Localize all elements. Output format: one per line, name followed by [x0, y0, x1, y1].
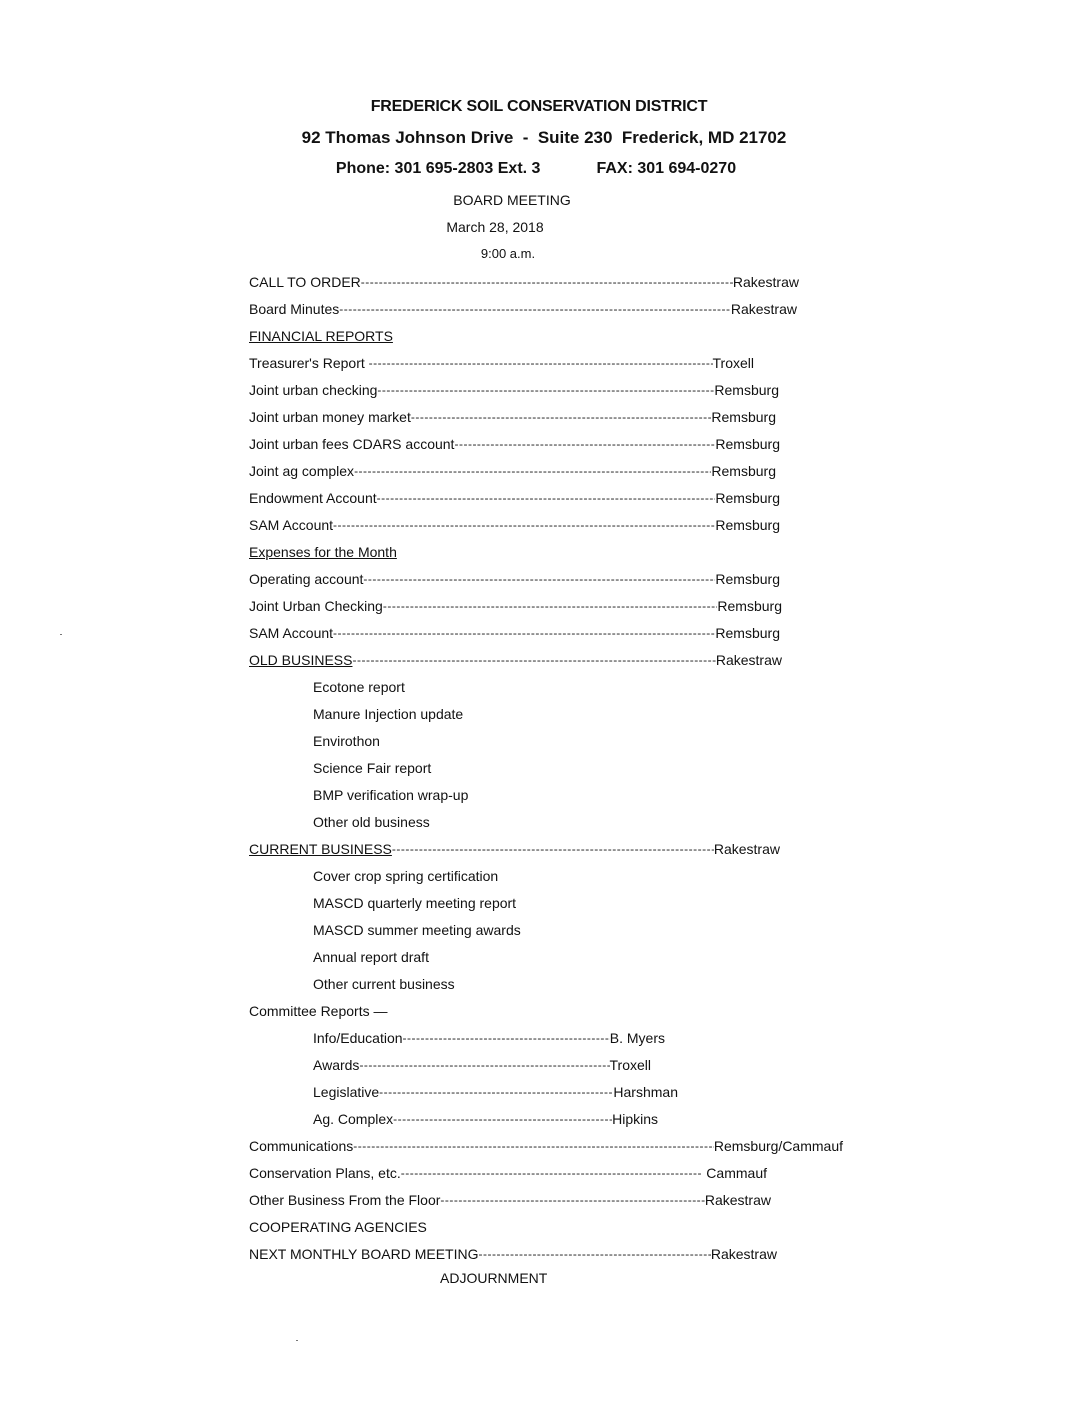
- item-label: Operating account: [249, 571, 364, 587]
- leader-dots: [392, 839, 714, 859]
- item-label: Joint urban checking: [249, 382, 378, 398]
- item-presenter: Remsburg: [715, 490, 780, 506]
- section-heading-expenses: [249, 542, 403, 562]
- item-label: Joint urban money market: [249, 409, 411, 425]
- agenda-item-financial: [249, 461, 776, 481]
- leader-dots: [454, 434, 715, 454]
- item-presenter: Remsburg/Cammauf: [713, 1138, 843, 1154]
- section-heading-committees: Committee Reports —: [249, 1003, 388, 1019]
- item-presenter: Troxell: [712, 355, 754, 371]
- leader-dots: [354, 461, 711, 481]
- leader-dots: [359, 1055, 609, 1075]
- leader-dots: [403, 1028, 610, 1048]
- item-label: SAM Account: [249, 517, 334, 533]
- item-label: Joint ag complex: [249, 463, 355, 479]
- org-name: FREDERICK SOIL CONSERVATION DISTRICT: [370, 98, 708, 115]
- leader-dots: [369, 353, 713, 373]
- item-presenter: Remsburg: [717, 598, 782, 614]
- agenda-item-current-business: [249, 839, 780, 859]
- old-business-item: Ecotone report: [313, 679, 405, 695]
- item-presenter: Remsburg: [711, 463, 776, 479]
- item-presenter: Rakestraw: [715, 652, 782, 668]
- leader-dots: [353, 1136, 714, 1156]
- item-presenter: Rakestraw: [732, 274, 799, 290]
- meeting-date: March 28, 2018: [446, 219, 544, 235]
- committee-report: [313, 1055, 651, 1075]
- meeting-time: 9:00 a.m.: [480, 246, 536, 261]
- current-business-item: Annual report draft: [313, 949, 429, 965]
- item-presenter: Remsburg: [714, 382, 779, 398]
- item-label: CALL TO ORDER: [249, 274, 361, 290]
- scan-speck: [296, 1340, 298, 1341]
- item-presenter: Remsburg: [711, 409, 776, 425]
- agenda-item-expense: [249, 569, 780, 589]
- fax-number: FAX: 301 694-0270: [596, 160, 737, 177]
- agenda-item-financial: [249, 407, 776, 427]
- agenda-item-expense: [249, 596, 782, 616]
- item-presenter: Rakestraw: [704, 1192, 771, 1208]
- leader-dots: [401, 1163, 703, 1183]
- old-business-item: Manure Injection update: [313, 706, 464, 722]
- item-presenter: Rakestraw: [730, 301, 797, 317]
- leader-dots: [393, 1109, 612, 1129]
- leader-dots: [363, 569, 715, 589]
- item-label: Communications: [249, 1138, 354, 1154]
- leader-dots: [379, 1082, 613, 1102]
- leader-dots: [383, 596, 718, 616]
- contact-line: [0, 160, 1072, 178]
- leader-dots: [377, 488, 716, 508]
- item-label: CURRENT BUSINESS: [249, 841, 392, 857]
- adjournment: ADJOURNMENT: [440, 1270, 548, 1286]
- item-label: NEXT MONTHLY BOARD MEETING: [249, 1246, 479, 1262]
- leader-dots: [478, 1244, 710, 1264]
- leader-dots: [377, 380, 714, 400]
- item-label: Legislative: [313, 1084, 380, 1100]
- item-label: Info/Education: [313, 1030, 403, 1046]
- section-heading-cooperating: COOPERATING AGENCIES: [249, 1219, 427, 1235]
- item-presenter: Hipkins: [612, 1111, 658, 1127]
- agenda-item-communications: [249, 1136, 843, 1156]
- item-label: Conservation Plans, etc.: [249, 1165, 401, 1181]
- leader-dots: [333, 623, 715, 643]
- item-label: Board Minutes: [249, 301, 340, 317]
- item-presenter: B. Myers: [609, 1030, 665, 1046]
- item-presenter: Remsburg: [715, 625, 780, 641]
- leader-dots: [411, 407, 712, 427]
- item-presenter: Rakestraw: [710, 1246, 777, 1262]
- agenda-item-conservation-plans: [249, 1163, 767, 1183]
- current-business-item: Other current business: [313, 976, 455, 992]
- agenda-item-financial: [249, 515, 780, 535]
- item-label: OLD BUSINESS: [249, 652, 353, 668]
- committee-report: [313, 1082, 678, 1102]
- section-heading-financial: FINANCIAL REPORTS: [249, 328, 393, 344]
- item-label: Joint Urban Checking: [249, 598, 383, 614]
- item-label: Treasurer's Report: [249, 355, 369, 371]
- leader-dots: [339, 299, 731, 319]
- current-business-item: MASCD quarterly meeting report: [313, 895, 517, 911]
- current-business-item: Cover crop spring certification: [313, 868, 499, 884]
- phone-number: Phone: 301 695-2803 Ext. 3: [335, 160, 541, 177]
- leader-dots: [440, 1190, 704, 1210]
- agenda-item-financial: [249, 380, 779, 400]
- scan-speck: [60, 634, 62, 635]
- agenda-item-next-meeting: [249, 1244, 777, 1264]
- org-address: 92 Thomas Johnson Drive - Suite 230 Frederick, MD 21702: [301, 128, 787, 147]
- item-presenter: Harshman: [613, 1084, 678, 1100]
- item-presenter: Cammauf: [702, 1165, 767, 1181]
- item-label: Other Business From the Floor: [249, 1192, 441, 1208]
- committee-report: [313, 1109, 658, 1129]
- item-label: Ag. Complex: [313, 1111, 394, 1127]
- leader-dots: [333, 515, 715, 535]
- item-presenter: Remsburg: [715, 436, 780, 452]
- heading-text: Expenses for the Month: [249, 544, 397, 560]
- meeting-title: BOARD MEETING: [453, 192, 571, 208]
- item-label: SAM Account: [249, 625, 334, 641]
- old-business-item: Science Fair report: [313, 760, 432, 776]
- agenda-item-financial: [249, 353, 754, 373]
- agenda-item-old-business: [249, 650, 782, 670]
- old-business-item: BMP verification wrap-up: [313, 787, 469, 803]
- item-presenter: Remsburg: [715, 517, 780, 533]
- agenda-item-board-minutes: [249, 299, 797, 319]
- item-presenter: Troxell: [609, 1057, 651, 1073]
- current-business-item: MASCD summer meeting awards: [313, 922, 521, 938]
- agenda-item-financial: [249, 434, 780, 454]
- item-presenter: Remsburg: [715, 571, 780, 587]
- committee-report: [313, 1028, 665, 1048]
- agenda-item-expense: [249, 623, 780, 643]
- agenda-item-call-to-order: [249, 272, 799, 292]
- agenda-item-financial: [249, 488, 780, 508]
- leader-dots: [352, 650, 715, 670]
- item-presenter: Rakestraw: [713, 841, 780, 857]
- item-label: Joint urban fees CDARS account: [249, 436, 455, 452]
- item-label: Awards: [313, 1057, 360, 1073]
- item-label: Endowment Account: [249, 490, 377, 506]
- old-business-item: Envirothon: [313, 733, 380, 749]
- leader-dots: [361, 272, 733, 292]
- agenda-item-other-business: [249, 1190, 771, 1210]
- old-business-item: Other old business: [313, 814, 430, 830]
